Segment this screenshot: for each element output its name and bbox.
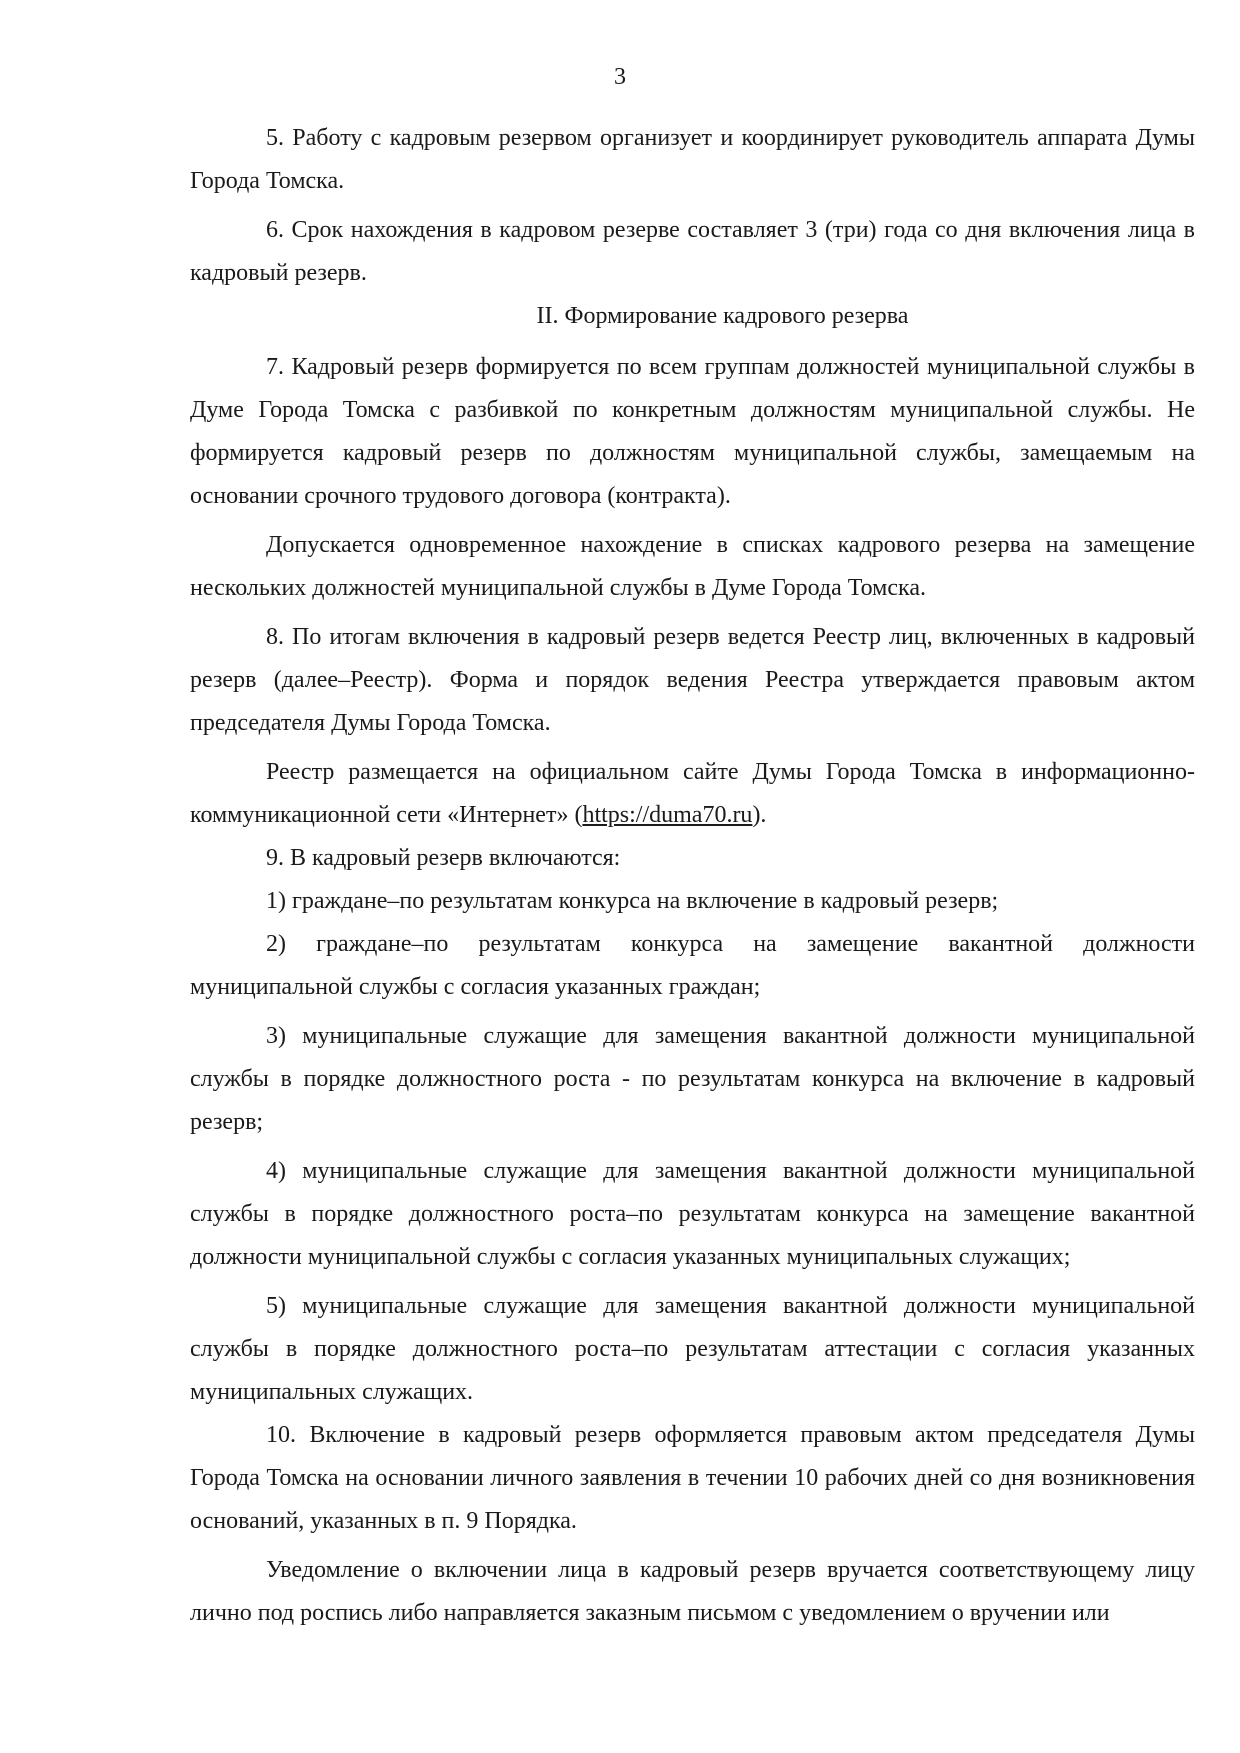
paragraph-7-continued: Допускается одновременное нахождение в списках кадрового резерва на замещение нескольких должностей муниципальной службы в Думе Города Томска. <box>190 532 1195 601</box>
paragraph-7: 7. Кадровый резерв формируется по всем группам должностей муниципальной службы в Думе Города Томска с разбивкой по конкретным должностям муниципальной службы. Не формируется кадровый резерв по должностям муниципальной службы, замещаемым на основании срочного трудового договора (контракта). <box>190 354 1195 509</box>
paragraph-6: 6. Срок нахождения в кадровом резерве составляет 3 (три) года со дня включения лица в кадровый резерв. <box>190 217 1195 286</box>
list-item-1: 1) граждане–по результатам конкурса на включение в кадровый резерв; <box>266 888 999 914</box>
paragraph-8-text: Реестр размещается на официальном сайте Думы Города Томска в информационно-коммуникационной сети «Интернет» ( <box>190 759 1195 828</box>
list-item-4: 4) муниципальные служащие для замещения вакантной должности муниципальной службы в порядке должностного роста–по результатам конкурса на замещение вакантной должности муниципальной службы с согласия указанных муниципальных служащих; <box>190 1158 1195 1270</box>
document-body <box>190 117 1195 1635</box>
list-item-3: 3) муниципальные служащие для замещения вакантной должности муниципальной службы в порядке должностного роста - по результатам конкурса на включение в кадровый резерв; <box>190 1023 1195 1135</box>
page-number: 3 <box>614 64 626 90</box>
paragraph-10-continued: Уведомление о включении лица в кадровый резерв вручается соответствующему лицу лично под роспись либо направляется заказным письмом с уведомлением о вручении или <box>190 1557 1195 1626</box>
paragraph-8-text-end: ). <box>752 802 767 828</box>
paragraph-9: 9. В кадровый резерв включаются: <box>266 845 621 871</box>
section-heading: II. Формирование кадрового резерва <box>536 303 909 329</box>
list-item-2: 2) граждане–по результатам конкурса на замещение вакантной должности муниципальной службы с согласия указанных граждан; <box>190 931 1195 1000</box>
paragraph-10: 10. Включение в кадровый резерв оформляется правовым актом председателя Думы Города Томска на основании личного заявления в течении 10 рабочих дней со дня возникновения оснований, указанных в п. 9 Порядка. <box>190 1422 1195 1534</box>
paragraph-8-continued <box>190 751 1195 837</box>
paragraph-5: 5. Работу с кадровым резервом организует и координирует руководитель аппарата Думы Города Томска. <box>190 125 1195 194</box>
duma-website-link[interactable]: https://duma70.ru <box>582 802 753 828</box>
list-item-5: 5) муниципальные служащие для замещения вакантной должности муниципальной службы в порядке должностного роста–по результатам аттестации с согласия указанных муниципальных служащих. <box>190 1293 1195 1405</box>
paragraph-8: 8. По итогам включения в кадровый резерв ведется Реестр лиц, включенных в кадровый резерв (далее–Реестр). Форма и порядок ведения Реестра утверждается правовым актом председателя Думы Города Томска. <box>190 624 1195 736</box>
